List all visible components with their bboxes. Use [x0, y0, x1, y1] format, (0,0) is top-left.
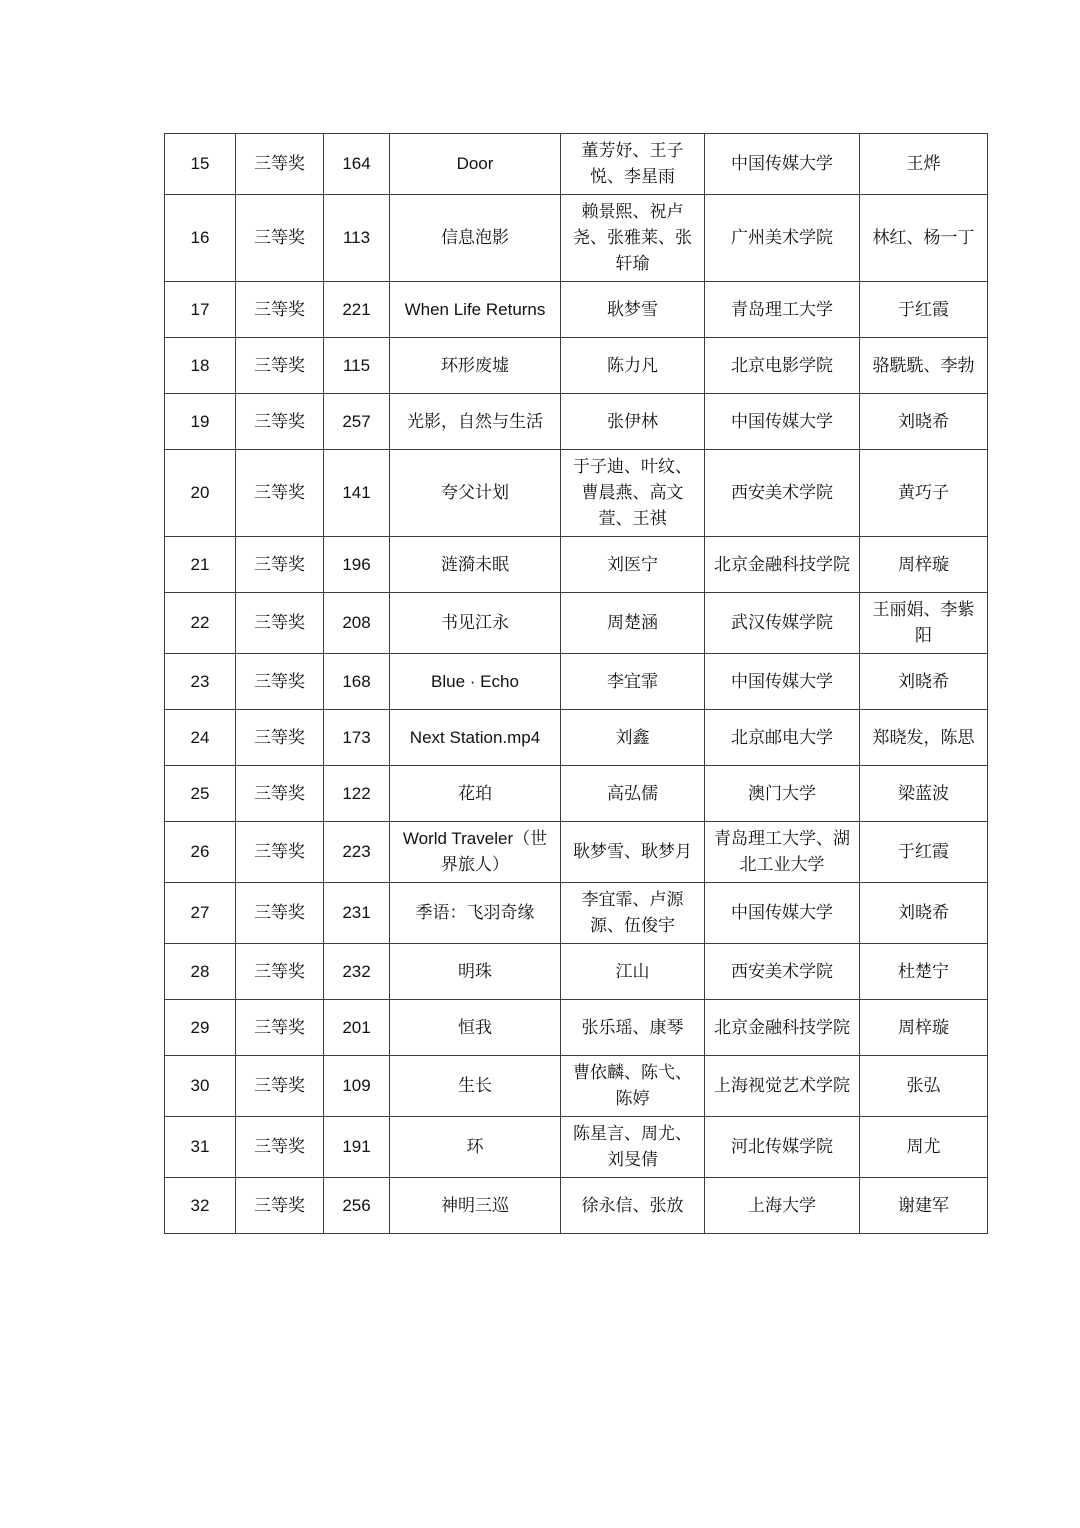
table-row — [165, 450, 988, 537]
table-row — [165, 822, 988, 883]
cell-work-title: 信息泡影 — [390, 195, 561, 282]
cell-row-number: 21 — [165, 537, 236, 593]
cell-work-title: 光影，自然与生活 — [390, 394, 561, 450]
cell-work-title: 夸父计划 — [390, 450, 561, 537]
cell-school: 中国传媒大学 — [705, 394, 860, 450]
cell-award-level: 三等奖 — [236, 537, 324, 593]
cell-work-title: 神明三巡 — [390, 1178, 561, 1234]
table-row — [165, 394, 988, 450]
cell-school: 北京金融科技学院 — [705, 1000, 860, 1056]
cell-award-level: 三等奖 — [236, 1000, 324, 1056]
cell-entry-number: 223 — [324, 822, 390, 883]
cell-work-title: 恒我 — [390, 1000, 561, 1056]
cell-entry-number: 196 — [324, 537, 390, 593]
cell-row-number: 15 — [165, 134, 236, 195]
cell-work-title: 涟漪未眠 — [390, 537, 561, 593]
cell-entry-number: 173 — [324, 710, 390, 766]
cell-authors: 刘鑫 — [561, 710, 705, 766]
cell-advisor: 谢建军 — [860, 1178, 988, 1234]
table-row — [165, 338, 988, 394]
cell-work-title: 书见江永 — [390, 593, 561, 654]
cell-advisor: 周梓璇 — [860, 1000, 988, 1056]
cell-entry-number: 141 — [324, 450, 390, 537]
cell-school: 中国传媒大学 — [705, 134, 860, 195]
table-row — [165, 537, 988, 593]
cell-row-number: 26 — [165, 822, 236, 883]
cell-entry-number: 257 — [324, 394, 390, 450]
cell-school: 中国传媒大学 — [705, 883, 860, 944]
cell-award-level: 三等奖 — [236, 654, 324, 710]
cell-school: 西安美术学院 — [705, 944, 860, 1000]
cell-advisor: 梁蓝波 — [860, 766, 988, 822]
table-row — [165, 1117, 988, 1178]
cell-advisor: 周梓璇 — [860, 537, 988, 593]
cell-award-level: 三等奖 — [236, 1117, 324, 1178]
cell-work-title: Next Station.mp4 — [390, 710, 561, 766]
cell-award-level: 三等奖 — [236, 394, 324, 450]
cell-advisor: 张弘 — [860, 1056, 988, 1117]
cell-school: 上海视觉艺术学院 — [705, 1056, 860, 1117]
cell-entry-number: 232 — [324, 944, 390, 1000]
cell-advisor: 黄巧子 — [860, 450, 988, 537]
cell-authors: 徐永信、张放 — [561, 1178, 705, 1234]
cell-work-title: When Life Returns — [390, 282, 561, 338]
cell-row-number: 27 — [165, 883, 236, 944]
cell-school: 北京邮电大学 — [705, 710, 860, 766]
table-row — [165, 1056, 988, 1117]
cell-award-level: 三等奖 — [236, 450, 324, 537]
cell-school: 广州美术学院 — [705, 195, 860, 282]
cell-entry-number: 256 — [324, 1178, 390, 1234]
table-row — [165, 944, 988, 1000]
cell-award-level: 三等奖 — [236, 883, 324, 944]
cell-advisor: 刘晓希 — [860, 654, 988, 710]
table-row — [165, 282, 988, 338]
cell-advisor: 林红、杨一丁 — [860, 195, 988, 282]
cell-school: 澳门大学 — [705, 766, 860, 822]
cell-authors: 赖景熙、祝卢尧、张雅莱、张轩瑜 — [561, 195, 705, 282]
cell-school: 北京金融科技学院 — [705, 537, 860, 593]
cell-advisor: 周尤 — [860, 1117, 988, 1178]
cell-row-number: 17 — [165, 282, 236, 338]
cell-award-level: 三等奖 — [236, 593, 324, 654]
cell-authors: 耿梦雪 — [561, 282, 705, 338]
cell-work-title: Door — [390, 134, 561, 195]
cell-work-title: 环 — [390, 1117, 561, 1178]
cell-school: 河北传媒学院 — [705, 1117, 860, 1178]
cell-entry-number: 168 — [324, 654, 390, 710]
cell-entry-number: 201 — [324, 1000, 390, 1056]
cell-row-number: 16 — [165, 195, 236, 282]
cell-award-level: 三等奖 — [236, 195, 324, 282]
table-row — [165, 1178, 988, 1234]
cell-award-level: 三等奖 — [236, 282, 324, 338]
cell-advisor: 于红霞 — [860, 822, 988, 883]
table-row — [165, 710, 988, 766]
cell-entry-number: 191 — [324, 1117, 390, 1178]
cell-work-title: 明珠 — [390, 944, 561, 1000]
cell-school: 武汉传媒学院 — [705, 593, 860, 654]
cell-school: 青岛理工大学、湖北工业大学 — [705, 822, 860, 883]
cell-award-level: 三等奖 — [236, 1056, 324, 1117]
cell-authors: 高弘儒 — [561, 766, 705, 822]
cell-row-number: 22 — [165, 593, 236, 654]
cell-advisor: 刘晓希 — [860, 394, 988, 450]
cell-authors: 董芳妤、王子悦、李星雨 — [561, 134, 705, 195]
cell-authors: 张伊林 — [561, 394, 705, 450]
cell-advisor: 杜楚宁 — [860, 944, 988, 1000]
cell-entry-number: 221 — [324, 282, 390, 338]
cell-work-title: 生长 — [390, 1056, 561, 1117]
cell-award-level: 三等奖 — [236, 338, 324, 394]
cell-row-number: 24 — [165, 710, 236, 766]
cell-school: 西安美术学院 — [705, 450, 860, 537]
cell-school: 上海大学 — [705, 1178, 860, 1234]
cell-row-number: 29 — [165, 1000, 236, 1056]
cell-advisor: 王烨 — [860, 134, 988, 195]
cell-entry-number: 164 — [324, 134, 390, 195]
cell-work-title: 花珀 — [390, 766, 561, 822]
cell-advisor: 王丽娟、李紫阳 — [860, 593, 988, 654]
cell-award-level: 三等奖 — [236, 822, 324, 883]
table-row — [165, 766, 988, 822]
awards-table — [164, 133, 988, 1234]
cell-row-number: 19 — [165, 394, 236, 450]
table-row — [165, 883, 988, 944]
cell-advisor: 郑晓发，陈思 — [860, 710, 988, 766]
cell-work-title: Blue · Echo — [390, 654, 561, 710]
cell-entry-number: 113 — [324, 195, 390, 282]
table-row — [165, 654, 988, 710]
cell-row-number: 25 — [165, 766, 236, 822]
cell-entry-number: 231 — [324, 883, 390, 944]
cell-award-level: 三等奖 — [236, 766, 324, 822]
cell-entry-number: 115 — [324, 338, 390, 394]
cell-advisor: 刘晓希 — [860, 883, 988, 944]
cell-authors: 李宜霏、卢源源、伍俊宇 — [561, 883, 705, 944]
cell-school: 青岛理工大学 — [705, 282, 860, 338]
cell-row-number: 23 — [165, 654, 236, 710]
cell-authors: 李宜霏 — [561, 654, 705, 710]
awards-table-body — [165, 134, 988, 1234]
cell-work-title: 环形废墟 — [390, 338, 561, 394]
cell-advisor: 于红霞 — [860, 282, 988, 338]
cell-authors: 陈星言、周尤、刘旻倩 — [561, 1117, 705, 1178]
cell-award-level: 三等奖 — [236, 134, 324, 195]
cell-advisor: 骆駪駪、李勃 — [860, 338, 988, 394]
cell-entry-number: 208 — [324, 593, 390, 654]
table-row — [165, 593, 988, 654]
table-row — [165, 134, 988, 195]
cell-authors: 江山 — [561, 944, 705, 1000]
cell-authors: 陈力凡 — [561, 338, 705, 394]
cell-row-number: 20 — [165, 450, 236, 537]
cell-school: 中国传媒大学 — [705, 654, 860, 710]
table-row — [165, 1000, 988, 1056]
cell-row-number: 28 — [165, 944, 236, 1000]
cell-authors: 张乐瑶、康琴 — [561, 1000, 705, 1056]
cell-row-number: 18 — [165, 338, 236, 394]
cell-row-number: 31 — [165, 1117, 236, 1178]
cell-authors: 周楚涵 — [561, 593, 705, 654]
cell-award-level: 三等奖 — [236, 944, 324, 1000]
table-row — [165, 195, 988, 282]
cell-work-title: 季语：飞羽奇缘 — [390, 883, 561, 944]
cell-row-number: 32 — [165, 1178, 236, 1234]
cell-authors: 于子迪、叶纹、曹晨燕、高文萱、王祺 — [561, 450, 705, 537]
cell-authors: 曹依麟、陈弋、陈婷 — [561, 1056, 705, 1117]
cell-work-title: World Traveler（世界旅人） — [390, 822, 561, 883]
cell-school: 北京电影学院 — [705, 338, 860, 394]
cell-award-level: 三等奖 — [236, 710, 324, 766]
cell-award-level: 三等奖 — [236, 1178, 324, 1234]
cell-row-number: 30 — [165, 1056, 236, 1117]
cell-entry-number: 109 — [324, 1056, 390, 1117]
cell-entry-number: 122 — [324, 766, 390, 822]
cell-authors: 刘医宁 — [561, 537, 705, 593]
cell-authors: 耿梦雪、耿梦月 — [561, 822, 705, 883]
